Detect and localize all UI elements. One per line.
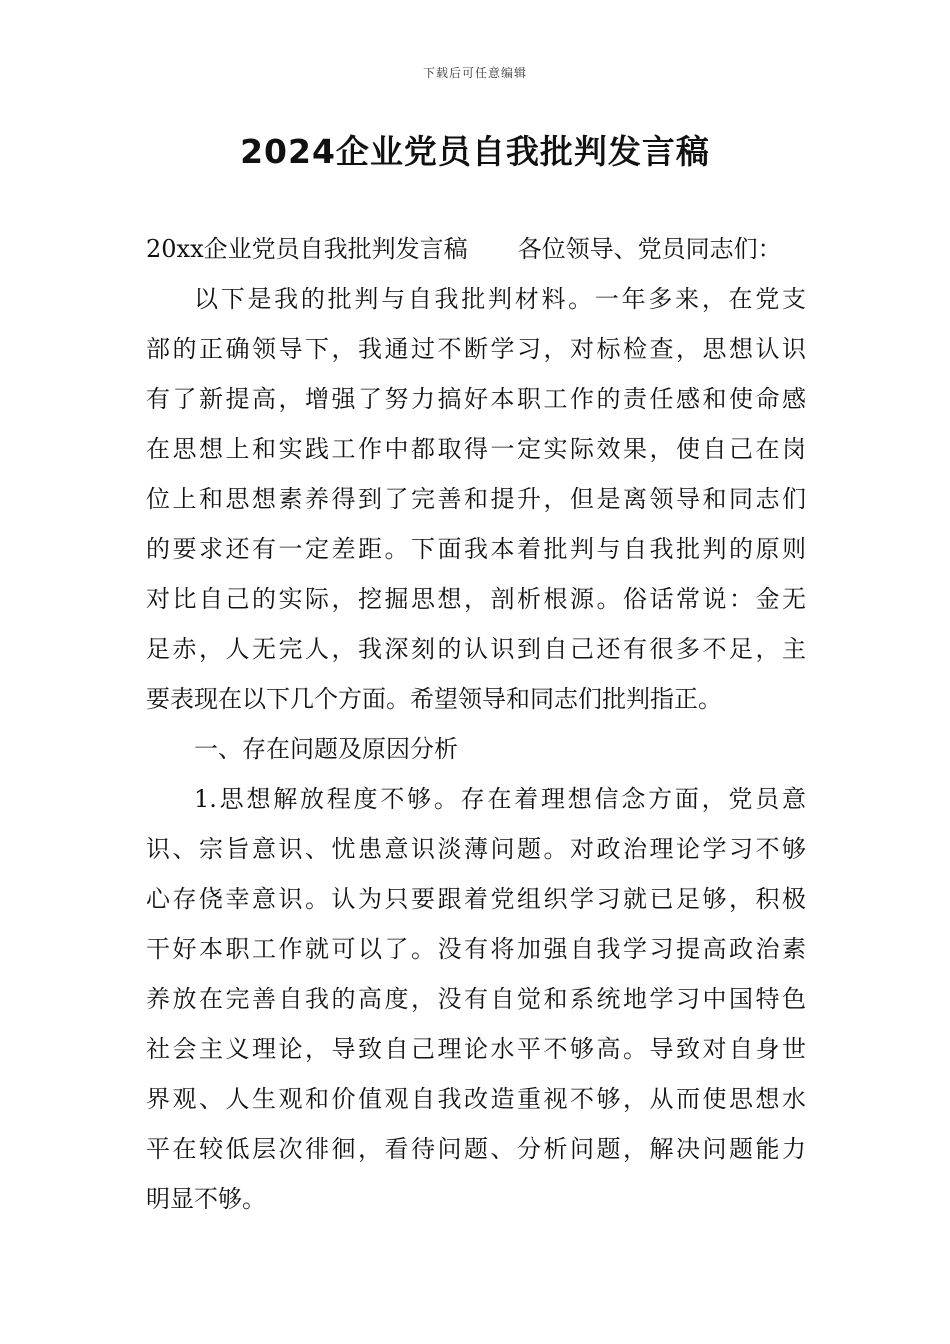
paragraph-line: 有了新提高，增强了努力搞好本职工作的责任感和使命感 [146, 385, 806, 413]
paragraph-line: 在思想上和实践工作中都取得一定实际效果，使自己在岗 [146, 435, 806, 463]
paragraph-line: 部的正确领导下，我通过不断学习，对标检查，思想认识 [146, 335, 806, 363]
paragraph-line: 明显不够。 [146, 1185, 266, 1213]
document-body [146, 224, 806, 1224]
paragraph-line: 要表现在以下几个方面。希望领导和同志们批判指正。 [146, 685, 722, 713]
paragraph-line: 1.思想解放程度不够。存在着理想信念方面，党员意 [194, 785, 806, 813]
paragraph-line: 养放在完善自我的高度，没有自觉和系统地学习中国特色 [146, 985, 806, 1013]
intro-doc-name: 20xx企业党员自我批判发言稿 [146, 235, 468, 263]
intro-salutation: 各位领导、党员同志们： [517, 235, 782, 263]
section-heading: 一、存在问题及原因分析 [194, 735, 458, 763]
paragraph-line: 足赤，人无完人，我深刻的认识到自己还有很多不足，主 [146, 635, 806, 663]
paragraph-line: 心存侥幸意识。认为只要跟着党组织学习就已足够，积极 [146, 885, 806, 913]
document-title: 2024企业党员自我批判发言稿 [240, 132, 710, 171]
paragraph-line: 干好本职工作就可以了。没有将加强自我学习提高政治素 [146, 935, 806, 963]
page-header-note: 下载后可任意编辑 [422, 66, 527, 80]
intro-line [146, 224, 806, 274]
paragraph-line: 的要求还有一定差距。下面我本着批判与自我批判的原则 [146, 535, 806, 563]
paragraph-line: 界观、人生观和价值观自我改造重视不够，从而使思想水 [146, 1085, 806, 1113]
paragraph-line: 对比自己的实际，挖掘思想，剖析根源。俗话常说：金无 [146, 585, 806, 613]
paragraph-2 [146, 774, 806, 1224]
paragraph-1 [146, 274, 806, 724]
paragraph-line: 以下是我的批判与自我批判材料。一年多来，在党支 [194, 285, 806, 313]
paragraph-line: 识、宗旨意识、忧患意识淡薄问题。对政治理论学习不够 [146, 835, 806, 863]
paragraph-line: 位上和思想素养得到了完善和提升，但是离领导和同志们 [146, 485, 806, 513]
paragraph-line: 社会主义理论，导致自己理论水平不够高。导致对自身世 [146, 1035, 806, 1063]
paragraph-line: 平在较低层次徘徊，看待问题、分析问题，解决问题能力 [146, 1135, 806, 1163]
